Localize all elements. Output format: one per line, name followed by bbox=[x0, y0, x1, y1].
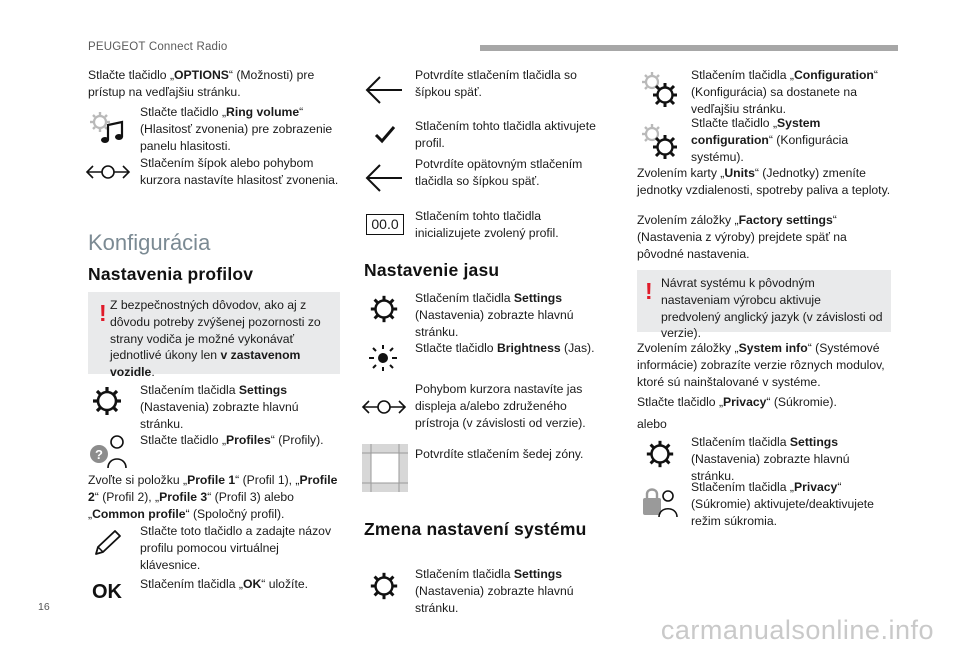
cursor-text: Pohybom kurzora nastavíte jas displeja a/alebo združeného prístroja (v závislosti od verzie). bbox=[415, 382, 586, 430]
privacy-lock-icon bbox=[640, 484, 680, 520]
back-text-2: Potvrdíte opätovným stlačením tlačidla so šípkou späť. bbox=[415, 157, 583, 188]
warning-mark: ! bbox=[99, 300, 107, 326]
privacy-text: Stlačením tlačidla „Privacy“ (Súkromie) aktivujete/deaktivujete režim súkromia. bbox=[691, 480, 874, 528]
slider-arrows-icon-2 bbox=[362, 395, 406, 419]
choose-profile-paragraph: Zvoľte si položku „Profile 1“ (Profil 1), „Profile 2“ (Profil 2), „Profile 3“ (Profil 3) alebo „Common profile“ (Spoločný profil). bbox=[88, 473, 338, 521]
warning-mark-2: ! bbox=[645, 278, 653, 304]
settings-text-4: Stlačením tlačidla Settings (Nastavenia) zobrazte hlavnú stránku. bbox=[691, 435, 850, 483]
system-configuration-text: Stlačte tlačidlo „System configuration“ (Konfigurácia systému). bbox=[691, 116, 849, 164]
pencil-icon bbox=[92, 528, 124, 558]
system-configuration-icon bbox=[640, 122, 680, 162]
reset-icon: 00.0 bbox=[366, 214, 404, 235]
back-text-1: Potvrdíte stlačením tlačidla so šípkou späť. bbox=[415, 68, 577, 99]
settings-gear-icon-3 bbox=[368, 570, 400, 602]
header-rule bbox=[480, 45, 898, 51]
settings-text-2: Stlačením tlačidla Settings (Nastavenia) zobrazte hlavnú stránku. bbox=[415, 291, 574, 339]
pencil-text: Stlačte toto tlačidlo a zadajte názov profilu pomocou virtuálnej klávesnice. bbox=[140, 524, 332, 572]
reset-text: Stlačením tohto tlačidla inicializujete zvolený profil. bbox=[415, 209, 559, 240]
grey-zone-icon bbox=[362, 444, 408, 492]
settings-text-3: Stlačením tlačidla Settings (Nastavenia) zobrazte hlavnú stránku. bbox=[415, 567, 574, 615]
check-text: Stlačením tohto tlačidla aktivujete profil. bbox=[415, 119, 596, 150]
page-number: 16 bbox=[38, 601, 50, 613]
ring-volume-icon bbox=[88, 110, 128, 148]
or-text: alebo bbox=[637, 417, 667, 431]
warning-text-2: Návrat systému k pôvodným nastaveniam výrobcu aktivuje predvolený anglický jazyk (v závislosti od verzie). bbox=[661, 276, 883, 341]
subsection-title-profiles: Nastavenia profilov bbox=[88, 264, 254, 284]
ok-label-icon: OK bbox=[92, 581, 122, 603]
slider-text: Stlačením šípok alebo pohybom kurzora nastavíte hlasitosť zvonenia. bbox=[140, 156, 339, 187]
units-paragraph: Zvolením karty „Units“ (Jednotky) zmeníte jednotky vzdialenosti, spotreby paliva a teploty. bbox=[637, 166, 891, 197]
warning-box-safety bbox=[88, 292, 340, 380]
svg-text:?: ? bbox=[95, 447, 103, 462]
profile-icon bbox=[88, 434, 130, 470]
warning-box-factory bbox=[637, 270, 891, 341]
settings-gear-icon bbox=[90, 384, 124, 418]
back-arrow-icon-2 bbox=[364, 162, 404, 194]
slider-arrows-icon bbox=[86, 160, 130, 184]
configuration-text: Stlačením tlačidla „Configuration“ (Konfigurácia) sa dostanete na vedľajšiu stránku. bbox=[691, 68, 878, 116]
ring-volume-text: Stlačte tlačidlo „Ring volume“ (Hlasitosť zvonenia) pre zobrazenie panelu hlasitosti. bbox=[140, 105, 333, 153]
ok-text: Stlačením tlačidla „OK“ uložíte. bbox=[140, 577, 308, 591]
warning-text: Z bezpečnostných dôvodov, ako aj z dôvodu potreby zvýšenej pozornosti zo strany vodiča je možné vykonávať jednotlivé úkony len v zastavenom vozidle. bbox=[110, 298, 321, 380]
system-info-paragraph: Zvolením záložky „System info“ (Systémové informácie) zobrazíte verzie rôznych modulov, ktoré sú nainštalované v systéme. bbox=[637, 341, 885, 389]
privacy-paragraph: Stlačte tlačidlo „Privacy“ (Súkromie). bbox=[637, 395, 837, 409]
brightness-text: Stlačte tlačidlo Brightness (Jas). bbox=[415, 341, 595, 355]
subsection-title-system: Zmena nastavení systému bbox=[364, 519, 587, 539]
subsection-title-brightness: Nastavenie jasu bbox=[364, 260, 500, 280]
checkmark-icon bbox=[374, 124, 396, 144]
section-title-konfiguracia: Konfigurácia bbox=[88, 230, 211, 255]
back-arrow-icon bbox=[364, 74, 404, 106]
intro-paragraph: Stlačte tlačidlo „OPTIONS“ (Možnosti) pre prístup na vedľajšiu stránku. bbox=[88, 68, 315, 99]
profiles-text: Stlačte tlačidlo „Profiles“ (Profily). bbox=[140, 433, 324, 447]
settings-text: Stlačením tlačidla Settings (Nastavenia) zobrazte hlavnú stránku. bbox=[140, 383, 299, 431]
factory-paragraph: Zvolením záložky „Factory settings“ (Nastavenia z výroby) prejdete späť na pôvodné nastavenia. bbox=[637, 213, 847, 261]
configuration-icon bbox=[640, 70, 680, 110]
watermark: carmanualsonline.info bbox=[660, 615, 934, 645]
running-header-title: PEUGEOT Connect Radio bbox=[88, 41, 228, 53]
brightness-icon bbox=[366, 342, 400, 374]
settings-gear-icon-2 bbox=[368, 293, 400, 325]
settings-gear-icon-4 bbox=[644, 438, 676, 470]
grey-zone-text: Potvrdíte stlačením šedej zóny. bbox=[415, 447, 584, 461]
